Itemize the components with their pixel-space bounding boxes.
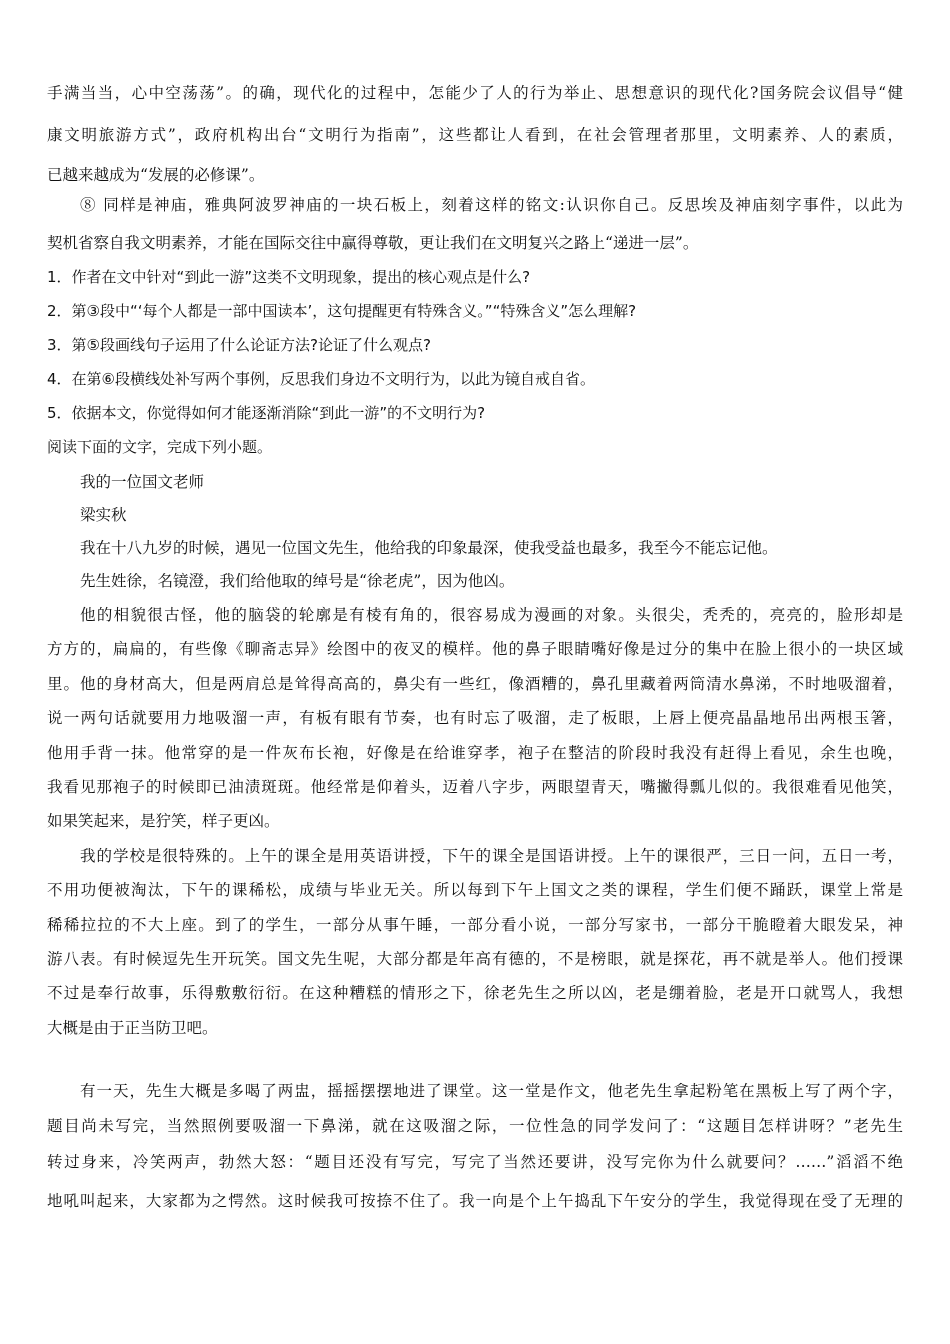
text-line: 梁实秋 — [80, 506, 127, 524]
text-line: 1．作者在文中针对“到此一游”这类不文明现象，提出的核心观点是什么? — [47, 268, 531, 286]
text-line: 我在十八九岁的时候，遇见一位国文先生，他给我的印象最深，使我受益也最多，我至今不能忘记他。 — [80, 539, 778, 557]
text-line: 有一天，先生大概是多喝了两盅，摇摇摆摆地进了课堂。这一堂是作文，他老先生拿起粉笔在黑板上写了两个字， — [80, 1082, 903, 1100]
text-line: 他用手背一抹。他常穿的是一件灰布长袍，好像是在给谁穿孝，袍子在整洁的阶段时我没有赶得上看见，余生也晚， — [47, 744, 903, 762]
text-line: 我看见那袍子的时候即已油渍斑斑。他经常是仰着头，迈着八字步，两眼望青天，嘴撇得瓢儿似的。我很难看见他笑， — [47, 778, 903, 796]
text-line: 说一两句话就要用力地吸溜一声，有板有眼有节奏，也有时忘了吸溜，走了板眼，上唇上便亮晶晶地吊出两根玉箸， — [47, 709, 903, 727]
text-line: 题目尚未写完，当然照例要吸溜一下鼻涕，就在这吸溜之际，一位性急的同学发问了：“这题目怎样讲呀？”老先生 — [47, 1117, 903, 1135]
text-line: 先生姓徐，名镜澄，我们给他取的绰号是“徐老虎”，因为他凶。 — [80, 572, 515, 590]
text-line: 方方的，扁扁的，有些像《聊斋志异》绘图中的夜叉的模样。他的鼻子眼睛嘴好像是过分的集中在脸上很小的一块区域 — [47, 640, 903, 658]
text-line: ⑧ 同样是神庙，雅典阿波罗神庙的一块石板上，刻着这样的铭文:认识你自己。反思埃及神庙刻字事件，以此为 — [80, 196, 903, 214]
text-line: 不用功便被淘汰，下午的课稀松，成绩与毕业无关。所以每到下午上国文之类的课程，学生们便不踊跃，课堂上常是 — [47, 881, 903, 899]
text-line: 已越来越成为“发展的必修课”。 — [47, 166, 265, 184]
text-line: 里。他的身材高大，但是两肩总是耸得高高的，鼻尖有一些红，像酒糟的，鼻孔里藏着两筒清水鼻涕，不时地吸溜着， — [47, 675, 903, 693]
text-line: 不过是奉行故事，乐得敷敷衍衍。在这种糟糕的情形之下，徐老先生之所以凶，老是绷着脸，老是开口就骂人，我想 — [47, 984, 903, 1002]
text-line: 我的学校是很特殊的。上午的课全是用英语讲授，下午的课全是国语讲授。上午的课很严，三日一问，五日一考， — [80, 847, 903, 865]
text-line: 阅读下面的文字，完成下列小题。 — [47, 438, 273, 456]
text-line: 转过身来，冷笑两声，勃然大怒：“题目还没有写完，写完了当然还要讲，没写完你为什么就要问？……”滔滔不绝 — [47, 1153, 903, 1171]
text-line: 5．依据本文，你觉得如何才能逐渐消除“到此一游”的不文明行为? — [47, 404, 486, 422]
text-line: 游八表。有时候逗先生开玩笑。国文先生呢，大部分都是年高有德的，不是榜眼，就是探花，再不就是举人。他们授课 — [47, 950, 903, 968]
text-line: 他的相貌很古怪，他的脑袋的轮廓是有棱有角的，很容易成为漫画的对象。头很尖，秃秃的，亮亮的，脸形却是 — [80, 606, 903, 624]
text-line: 康文明旅游方式”，政府机构出台“文明行为指南”，这些都让人看到，在社会管理者那里，文明素养、人的素质， — [47, 126, 903, 144]
text-line: 契机省察自我文明素养，才能在国际交往中赢得尊敬，更让我们在文明复兴之路上“递进一层”。 — [47, 234, 699, 252]
text-line: 地吼叫起来，大家都为之愕然。这时候我可按捺不住了。我一向是个上午捣乱下午安分的学生，我觉得现在受了无理的 — [47, 1192, 903, 1210]
text-line: 3．第⑤段画线句子运用了什么论证方法?论证了什么观点? — [47, 336, 431, 354]
text-line: 4．在第⑥段横线处补写两个事例，反思我们身边不文明行为，以此为镜自戒自省。 — [47, 370, 595, 388]
text-line: 如果笑起来，是狞笑，样子更凶。 — [47, 812, 280, 830]
text-line: 大概是由于正当防卫吧。 — [47, 1019, 218, 1037]
text-line: 手满当当，心中空荡荡”。的确，现代化的过程中，怎能少了人的行为举止、思想意识的现代化?国务院会议倡导“健 — [47, 84, 903, 102]
text-line: 2．第③段中“‘每个人都是一部中国读本’，这句提醒更有特殊含义。”“特殊含义”怎么理解? — [47, 302, 637, 320]
text-line: 我的一位国文老师 — [80, 473, 205, 491]
text-line: 稀稀拉拉的不大上座。到了的学生，一部分从事午睡，一部分看小说，一部分写家书，一部分干脆瞪着大眼发呆，神 — [47, 916, 903, 934]
